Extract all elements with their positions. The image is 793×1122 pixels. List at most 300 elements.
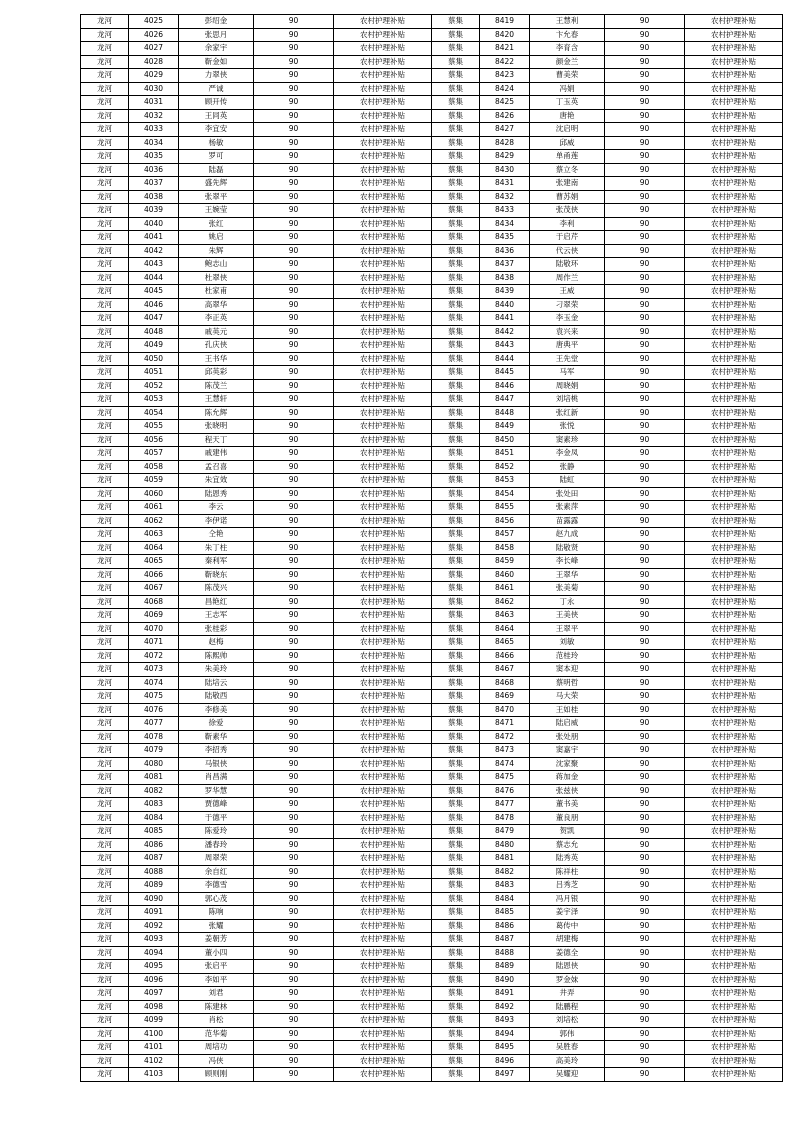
amount-cell: 90	[254, 244, 334, 258]
amount-cell: 90	[605, 352, 685, 366]
table-row	[432, 744, 783, 758]
subsidy-type-cell: 农村护理补贴	[334, 825, 432, 839]
number-cell: 8441	[480, 312, 530, 326]
name-cell: 陈茂兰	[179, 379, 254, 393]
subsidy-type-cell: 农村护理补贴	[685, 352, 783, 366]
amount-cell: 90	[254, 474, 334, 488]
name-cell: 邱威	[530, 136, 605, 150]
amount-cell: 90	[605, 96, 685, 110]
subsidy-type-cell: 农村护理补贴	[685, 339, 783, 353]
name-cell: 徐爱	[179, 717, 254, 731]
subsidy-type-cell: 农村护理补贴	[334, 447, 432, 461]
table-row	[432, 69, 783, 83]
number-cell: 8430	[480, 163, 530, 177]
amount-cell: 90	[254, 433, 334, 447]
town-cell: 蔡集	[432, 865, 480, 879]
subsidy-type-cell: 农村护理补贴	[685, 231, 783, 245]
name-cell: 马银侠	[179, 757, 254, 771]
amount-cell: 90	[605, 757, 685, 771]
name-cell: 冯侠	[179, 1054, 254, 1068]
amount-cell: 90	[254, 946, 334, 960]
number-cell: 8469	[480, 690, 530, 704]
table-row	[81, 852, 432, 866]
table-row	[81, 136, 432, 150]
name-cell: 仝艳	[179, 528, 254, 542]
table-row	[81, 28, 432, 42]
table-row	[432, 163, 783, 177]
amount-cell: 90	[605, 339, 685, 353]
subsidy-type-cell: 农村护理补贴	[334, 919, 432, 933]
amount-cell: 90	[605, 487, 685, 501]
amount-cell: 90	[254, 447, 334, 461]
town-cell: 蔡集	[432, 717, 480, 731]
amount-cell: 90	[254, 514, 334, 528]
town-cell: 龙河	[81, 771, 129, 785]
town-cell: 龙河	[81, 15, 129, 29]
amount-cell: 90	[605, 798, 685, 812]
table-row	[81, 771, 432, 785]
town-cell: 龙河	[81, 933, 129, 947]
number-cell: 8462	[480, 595, 530, 609]
subsidy-type-cell: 农村护理补贴	[685, 96, 783, 110]
name-cell: 秦利军	[179, 555, 254, 569]
number-cell: 4034	[129, 136, 179, 150]
town-cell: 蔡集	[432, 163, 480, 177]
amount-cell: 90	[254, 393, 334, 407]
amount-cell: 90	[254, 163, 334, 177]
subsidy-type-cell: 农村护理补贴	[334, 487, 432, 501]
amount-cell: 90	[605, 663, 685, 677]
number-cell: 4038	[129, 190, 179, 204]
subsidy-type-cell: 农村护理补贴	[685, 555, 783, 569]
name-cell: 王威	[530, 285, 605, 299]
subsidy-type-cell: 农村护理补贴	[334, 906, 432, 920]
amount-cell: 90	[605, 312, 685, 326]
amount-cell: 90	[254, 825, 334, 839]
subsidy-type-cell: 农村护理补贴	[334, 636, 432, 650]
table-row	[81, 15, 432, 29]
name-cell: 刁翠荣	[530, 298, 605, 312]
town-cell: 龙河	[81, 811, 129, 825]
amount-cell: 90	[605, 676, 685, 690]
name-cell: 陆虹	[530, 474, 605, 488]
town-cell: 龙河	[81, 82, 129, 96]
amount-cell: 90	[605, 150, 685, 164]
table-row	[432, 285, 783, 299]
town-cell: 蔡集	[432, 906, 480, 920]
town-cell: 蔡集	[432, 420, 480, 434]
town-cell: 蔡集	[432, 312, 480, 326]
subsidy-type-cell: 农村护理补贴	[334, 852, 432, 866]
amount-cell: 90	[605, 987, 685, 1001]
amount-cell: 90	[605, 244, 685, 258]
table-row	[81, 1054, 432, 1068]
table-row	[81, 528, 432, 542]
table-row	[432, 28, 783, 42]
name-cell: 陆恩秀	[179, 487, 254, 501]
name-cell: 颜金兰	[530, 55, 605, 69]
town-cell: 龙河	[81, 42, 129, 56]
table-row	[432, 1041, 783, 1055]
amount-cell: 90	[605, 919, 685, 933]
number-cell: 8477	[480, 798, 530, 812]
subsidy-type-cell: 农村护理补贴	[685, 676, 783, 690]
town-cell: 蔡集	[432, 690, 480, 704]
number-cell: 4033	[129, 123, 179, 137]
amount-cell: 90	[605, 771, 685, 785]
town-cell: 蔡集	[432, 528, 480, 542]
subsidy-type-cell: 农村护理补贴	[685, 987, 783, 1001]
amount-cell: 90	[605, 582, 685, 596]
amount-cell: 90	[605, 231, 685, 245]
number-cell: 8472	[480, 730, 530, 744]
table-row	[432, 325, 783, 339]
name-cell: 陆培云	[179, 676, 254, 690]
name-cell: 单甬莲	[530, 150, 605, 164]
table-row	[81, 474, 432, 488]
table-row	[81, 717, 432, 731]
name-cell: 陆恩侠	[530, 960, 605, 974]
name-cell: 窦本迎	[530, 663, 605, 677]
table-row	[432, 690, 783, 704]
subsidy-type-cell: 农村护理补贴	[685, 28, 783, 42]
number-cell: 8445	[480, 366, 530, 380]
number-cell: 8427	[480, 123, 530, 137]
number-cell: 8425	[480, 96, 530, 110]
subsidy-type-cell: 农村护理补贴	[334, 582, 432, 596]
town-cell: 龙河	[81, 555, 129, 569]
name-cell: 吕秀芝	[530, 879, 605, 893]
number-cell: 4101	[129, 1041, 179, 1055]
town-cell: 蔡集	[432, 636, 480, 650]
subsidy-type-cell: 农村护理补贴	[685, 973, 783, 987]
subsidy-type-cell: 农村护理补贴	[685, 285, 783, 299]
subsidy-type-cell: 农村护理补贴	[685, 784, 783, 798]
number-cell: 8448	[480, 406, 530, 420]
number-cell: 4059	[129, 474, 179, 488]
amount-cell: 90	[254, 352, 334, 366]
table-row	[81, 163, 432, 177]
subsidy-type-cell: 农村护理补贴	[685, 717, 783, 731]
subsidy-type-cell: 农村护理补贴	[334, 946, 432, 960]
amount-cell: 90	[254, 123, 334, 137]
amount-cell: 90	[254, 933, 334, 947]
table-row	[432, 15, 783, 29]
subsidy-type-cell: 农村护理补贴	[685, 177, 783, 191]
number-cell: 4081	[129, 771, 179, 785]
subsidy-type-cell: 农村护理补贴	[334, 528, 432, 542]
table-row	[81, 501, 432, 515]
subsidy-type-cell: 农村护理补贴	[334, 960, 432, 974]
table-row	[81, 879, 432, 893]
town-cell: 蔡集	[432, 150, 480, 164]
name-cell: 葛传中	[530, 919, 605, 933]
left-roster-table	[80, 14, 432, 1082]
table-row	[81, 595, 432, 609]
subsidy-type-cell: 农村护理补贴	[685, 609, 783, 623]
amount-cell: 90	[605, 190, 685, 204]
number-cell: 4083	[129, 798, 179, 812]
number-cell: 8451	[480, 447, 530, 461]
number-cell: 8492	[480, 1000, 530, 1014]
table-row	[81, 784, 432, 798]
name-cell: 力翠侠	[179, 69, 254, 83]
amount-cell: 90	[605, 271, 685, 285]
name-cell: 张美菊	[530, 582, 605, 596]
town-cell: 龙河	[81, 528, 129, 542]
number-cell: 8478	[480, 811, 530, 825]
amount-cell: 90	[254, 109, 334, 123]
name-cell: 赵梅	[179, 636, 254, 650]
table-row	[81, 987, 432, 1001]
town-cell: 龙河	[81, 906, 129, 920]
subsidy-type-cell: 农村护理补贴	[334, 676, 432, 690]
amount-cell: 90	[605, 406, 685, 420]
number-cell: 4026	[129, 28, 179, 42]
subsidy-type-cell: 农村护理补贴	[685, 379, 783, 393]
name-cell: 戚英元	[179, 325, 254, 339]
amount-cell: 90	[254, 879, 334, 893]
table-row	[81, 82, 432, 96]
name-cell: 王婉莹	[179, 204, 254, 218]
name-cell: 陆敬贤	[530, 541, 605, 555]
amount-cell: 90	[254, 582, 334, 596]
amount-cell: 90	[254, 663, 334, 677]
amount-cell: 90	[605, 1068, 685, 1082]
table-row	[432, 919, 783, 933]
table-row	[81, 1041, 432, 1055]
number-cell: 8464	[480, 622, 530, 636]
number-cell: 4091	[129, 906, 179, 920]
table-row	[432, 609, 783, 623]
number-cell: 8419	[480, 15, 530, 29]
name-cell: 张茂侠	[530, 204, 605, 218]
subsidy-type-cell: 农村护理补贴	[685, 1000, 783, 1014]
town-cell: 蔡集	[432, 96, 480, 110]
town-cell: 蔡集	[432, 109, 480, 123]
amount-cell: 90	[254, 190, 334, 204]
town-cell: 蔡集	[432, 1054, 480, 1068]
amount-cell: 90	[605, 1027, 685, 1041]
number-cell: 8438	[480, 271, 530, 285]
table-row	[432, 757, 783, 771]
subsidy-type-cell: 农村护理补贴	[685, 69, 783, 83]
number-cell: 8444	[480, 352, 530, 366]
amount-cell: 90	[254, 1000, 334, 1014]
number-cell: 8452	[480, 460, 530, 474]
town-cell: 龙河	[81, 568, 129, 582]
amount-cell: 90	[254, 231, 334, 245]
number-cell: 8467	[480, 663, 530, 677]
name-cell: 张建南	[530, 177, 605, 191]
town-cell: 蔡集	[432, 42, 480, 56]
subsidy-type-cell: 农村护理补贴	[685, 1027, 783, 1041]
table-row	[432, 798, 783, 812]
number-cell: 4064	[129, 541, 179, 555]
table-row	[432, 312, 783, 326]
subsidy-type-cell: 农村护理补贴	[685, 123, 783, 137]
name-cell: 陆敬西	[179, 690, 254, 704]
subsidy-type-cell: 农村护理补贴	[685, 258, 783, 272]
name-cell: 盛先辉	[179, 177, 254, 191]
name-cell: 高翠华	[179, 298, 254, 312]
table-row	[81, 406, 432, 420]
name-cell: 蔡明哲	[530, 676, 605, 690]
number-cell: 8476	[480, 784, 530, 798]
amount-cell: 90	[254, 82, 334, 96]
town-cell: 龙河	[81, 609, 129, 623]
subsidy-type-cell: 农村护理补贴	[685, 811, 783, 825]
town-cell: 蔡集	[432, 501, 480, 515]
town-cell: 龙河	[81, 339, 129, 353]
amount-cell: 90	[605, 636, 685, 650]
number-cell: 4069	[129, 609, 179, 623]
table-row	[81, 960, 432, 974]
name-cell: 孔庆侠	[179, 339, 254, 353]
name-cell: 窦嘉宇	[530, 744, 605, 758]
name-cell: 昌艳红	[179, 595, 254, 609]
table-row	[81, 231, 432, 245]
name-cell: 陈建林	[179, 1000, 254, 1014]
subsidy-type-cell: 农村护理补贴	[685, 514, 783, 528]
town-cell: 龙河	[81, 960, 129, 974]
number-cell: 4040	[129, 217, 179, 231]
number-cell: 8424	[480, 82, 530, 96]
number-cell: 4051	[129, 366, 179, 380]
table-row	[432, 622, 783, 636]
subsidy-type-cell: 农村护理补贴	[685, 960, 783, 974]
number-cell: 4067	[129, 582, 179, 596]
number-cell: 8435	[480, 231, 530, 245]
name-cell: 张处朋	[530, 730, 605, 744]
town-cell: 蔡集	[432, 28, 480, 42]
number-cell: 4080	[129, 757, 179, 771]
amount-cell: 90	[605, 69, 685, 83]
number-cell: 8460	[480, 568, 530, 582]
number-cell: 8475	[480, 771, 530, 785]
subsidy-type-cell: 农村护理补贴	[334, 96, 432, 110]
subsidy-type-cell: 农村护理补贴	[685, 42, 783, 56]
town-cell: 龙河	[81, 177, 129, 191]
amount-cell: 90	[605, 258, 685, 272]
town-cell: 龙河	[81, 622, 129, 636]
town-cell: 龙河	[81, 852, 129, 866]
subsidy-type-cell: 农村护理补贴	[685, 933, 783, 947]
table-row	[432, 717, 783, 731]
table-row	[81, 541, 432, 555]
subsidy-type-cell: 农村护理补贴	[685, 946, 783, 960]
subsidy-type-cell: 农村护理补贴	[685, 568, 783, 582]
subsidy-type-cell: 农村护理补贴	[685, 649, 783, 663]
town-cell: 蔡集	[432, 622, 480, 636]
subsidy-type-cell: 农村护理补贴	[685, 82, 783, 96]
amount-cell: 90	[605, 1000, 685, 1014]
table-row	[432, 528, 783, 542]
number-cell: 8455	[480, 501, 530, 515]
number-cell: 8420	[480, 28, 530, 42]
name-cell: 吴耀迎	[530, 1068, 605, 1082]
town-cell: 龙河	[81, 420, 129, 434]
amount-cell: 90	[254, 1027, 334, 1041]
number-cell: 8446	[480, 379, 530, 393]
subsidy-type-cell: 农村护理补贴	[334, 393, 432, 407]
subsidy-type-cell: 农村护理补贴	[334, 42, 432, 56]
name-cell: 李长峰	[530, 555, 605, 569]
number-cell: 4078	[129, 730, 179, 744]
subsidy-type-cell: 农村护理补贴	[334, 244, 432, 258]
amount-cell: 90	[254, 55, 334, 69]
subsidy-type-cell: 农村护理补贴	[685, 447, 783, 461]
name-cell: 张兹侠	[530, 784, 605, 798]
name-cell: 王志军	[179, 609, 254, 623]
town-cell: 龙河	[81, 1027, 129, 1041]
town-cell: 蔡集	[432, 69, 480, 83]
number-cell: 4039	[129, 204, 179, 218]
table-row	[432, 487, 783, 501]
town-cell: 蔡集	[432, 933, 480, 947]
subsidy-type-cell: 农村护理补贴	[685, 244, 783, 258]
amount-cell: 90	[605, 204, 685, 218]
number-cell: 4031	[129, 96, 179, 110]
amount-cell: 90	[254, 501, 334, 515]
number-cell: 8422	[480, 55, 530, 69]
amount-cell: 90	[254, 771, 334, 785]
right-roster-table	[431, 14, 783, 1082]
town-cell: 蔡集	[432, 285, 480, 299]
number-cell: 8449	[480, 420, 530, 434]
subsidy-type-cell: 农村护理补贴	[334, 217, 432, 231]
table-row	[432, 933, 783, 947]
number-cell: 4079	[129, 744, 179, 758]
town-cell: 龙河	[81, 798, 129, 812]
right-roster-body	[432, 15, 783, 1082]
town-cell: 龙河	[81, 433, 129, 447]
table-row	[81, 258, 432, 272]
amount-cell: 90	[605, 933, 685, 947]
name-cell: 邱英彩	[179, 366, 254, 380]
table-row	[432, 879, 783, 893]
name-cell: 潘春玲	[179, 838, 254, 852]
town-cell: 蔡集	[432, 15, 480, 29]
name-cell: 陆秀英	[530, 852, 605, 866]
name-cell: 袁兴来	[530, 325, 605, 339]
town-cell: 蔡集	[432, 271, 480, 285]
subsidy-type-cell: 农村护理补贴	[685, 730, 783, 744]
subsidy-type-cell: 农村护理补贴	[334, 690, 432, 704]
name-cell: 刘培松	[530, 1014, 605, 1028]
town-cell: 龙河	[81, 784, 129, 798]
town-cell: 蔡集	[432, 393, 480, 407]
number-cell: 4028	[129, 55, 179, 69]
subsidy-type-cell: 农村护理补贴	[334, 339, 432, 353]
number-cell: 4100	[129, 1027, 179, 1041]
amount-cell: 90	[605, 393, 685, 407]
number-cell: 8466	[480, 649, 530, 663]
table-row	[432, 703, 783, 717]
number-cell: 8497	[480, 1068, 530, 1082]
table-row	[432, 474, 783, 488]
number-cell: 8433	[480, 204, 530, 218]
subsidy-type-cell: 农村护理补贴	[334, 82, 432, 96]
amount-cell: 90	[605, 568, 685, 582]
name-cell: 唐艳	[530, 109, 605, 123]
subsidy-type-cell: 农村护理补贴	[334, 325, 432, 339]
name-cell: 张红	[179, 217, 254, 231]
subsidy-type-cell: 农村护理补贴	[334, 163, 432, 177]
town-cell: 龙河	[81, 582, 129, 596]
table-row	[81, 1068, 432, 1082]
amount-cell: 90	[254, 730, 334, 744]
